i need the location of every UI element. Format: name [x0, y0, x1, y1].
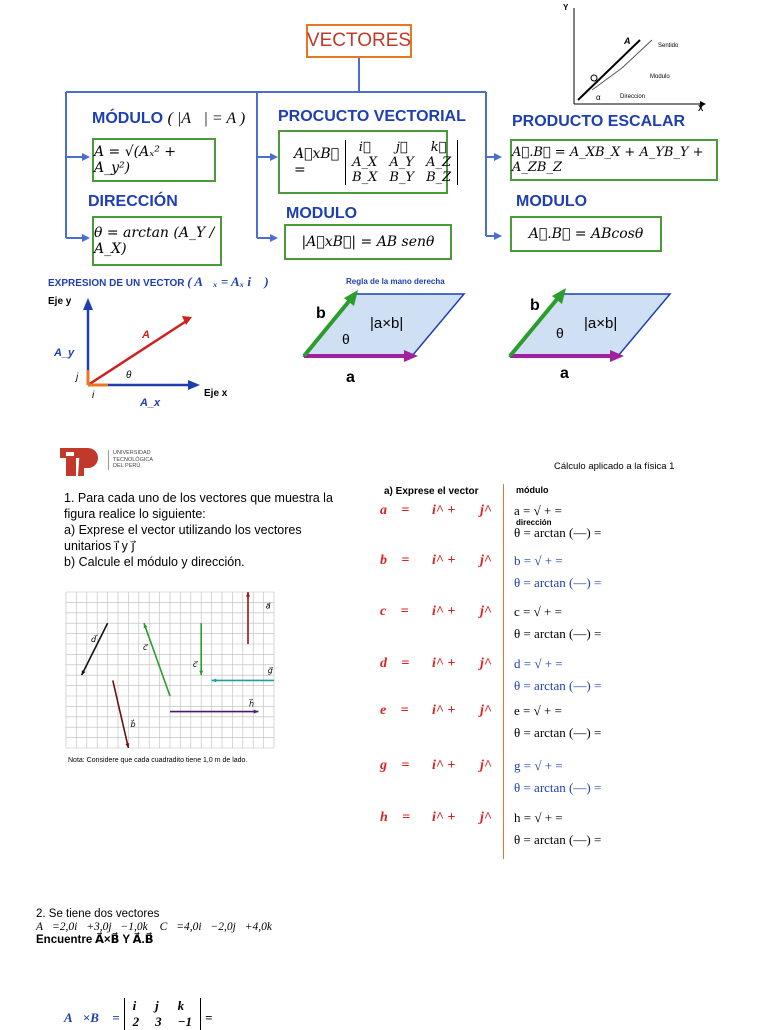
problem2-matrix: i j k 2 3 −1	[124, 998, 201, 1030]
vector-A-label: A	[142, 329, 150, 341]
grid-nota: Nota: Considere que cada cuadradito tiene 1,0 m de lado.	[68, 757, 248, 764]
direccion-label: Direccion	[620, 94, 646, 100]
grid-vector-label: b⃗	[130, 720, 136, 730]
grid-vector-label: g⃗	[267, 666, 273, 676]
modulo-line: h = √ + =	[514, 810, 563, 825]
i-component: i^ +	[432, 810, 456, 825]
i-component: i^ +	[432, 553, 456, 568]
direccion-line: θ = arctan (—) =	[514, 525, 602, 540]
modulo-heading: MÓDULO ( |A⃗| = A )	[92, 110, 246, 127]
producto-vectorial-heading: PROCUCTO VECTORIAL	[278, 108, 466, 125]
unit-i-label: i	[92, 390, 95, 401]
axis-vector-diagram	[560, 0, 710, 112]
sentido-label: Sentido	[658, 43, 679, 49]
grid-vector-label: c⃗	[192, 659, 198, 669]
eje-y-label: Eje y	[48, 296, 72, 307]
producto-escalar-box: A⃗.B⃗ = A_XB_X + A_YB_Y + A_ZB_Z	[510, 139, 718, 181]
university-name: UNIVERSIDAD TECNOLÓGICA DEL PERÚ	[108, 450, 153, 470]
modulo-line: g = √ + =	[514, 758, 563, 773]
vector-expression: h⃗ =	[380, 810, 411, 825]
vector-expression: a⃗ =	[380, 503, 410, 518]
vector-a-arrowhead	[246, 592, 250, 597]
parallelogram-diagram-2	[496, 284, 676, 388]
producto-escalar-modulo-box: A⃗.B⃗ = ABcosθ	[510, 216, 662, 252]
vector-expression: e⃗ =	[380, 703, 409, 718]
vector-expression: d⃗ =	[380, 656, 410, 671]
col-b-heading: módulo	[516, 485, 549, 495]
producto-vectorial-modulo-heading: MODULO	[286, 205, 358, 222]
axb-label: |a×b|	[370, 315, 404, 332]
theta-label: θ	[126, 370, 132, 381]
utp-logo	[58, 446, 102, 478]
vector-h-arrowhead	[254, 710, 259, 714]
vector-expression: c⃗ =	[380, 604, 409, 619]
modulo-label: Modulo	[650, 74, 670, 80]
theta-label-1: θ	[342, 331, 350, 347]
i-component: i^ +	[432, 758, 456, 773]
direccion-line: θ = arctan (—) =	[514, 575, 602, 590]
vector-b-label: b	[316, 305, 326, 322]
vector-b-label-2: b	[530, 297, 540, 314]
unit-j-label: j	[76, 372, 79, 383]
modulo-line: c = √ + =	[514, 604, 562, 619]
direccion-line: θ = arctan (—) =	[514, 678, 602, 693]
grid-vector-label: d⃗	[90, 634, 97, 644]
i-component: i^ +	[432, 703, 456, 718]
j-component: j^	[480, 703, 492, 718]
direccion-line: θ = arctan (—) =	[514, 780, 602, 795]
vector-Ay-label: A_y	[54, 347, 75, 359]
theta-label-2: θ	[556, 325, 564, 341]
column-divider	[503, 484, 504, 859]
direccion-small-label: dirección	[516, 518, 552, 527]
problem1-statement: 1. Para cada uno de los vectores que muestra la figura realice lo siguiente: a) Exprese el vector utilizando los vectores unitarios i⃗ y j⃗ b) Calcule el módulo y dirección.	[64, 491, 333, 569]
vector-expression: g⃗ =	[380, 758, 410, 773]
modulo-line: e = √ + =	[514, 703, 562, 718]
j-component: j^	[480, 553, 492, 568]
i-component: i^ +	[432, 656, 456, 671]
i-component: i^ +	[432, 503, 456, 518]
axis-y-label: Y	[563, 3, 569, 12]
i-component: i^ +	[432, 604, 456, 619]
mano-derecha-heading: Regla de la mano derecha	[346, 277, 445, 286]
producto-escalar-heading: PRODUCTO ESCALAR	[512, 113, 686, 130]
modulo-formula-box: A = √(Aₓ² + A_y²)	[92, 138, 216, 182]
vector-expression: b⃗ =	[380, 553, 410, 568]
producto-escalar-modulo-heading: MODULO	[516, 193, 588, 210]
col-a-heading: a) Exprese el vector	[384, 486, 479, 497]
direccion-line: θ = arctan (—) =	[514, 725, 602, 740]
grid-vector-label: c⃗	[142, 643, 148, 653]
j-component: j^	[480, 810, 492, 825]
vector-d	[82, 623, 108, 675]
vector-a-label: a	[346, 369, 355, 386]
vector-e-arrowhead	[199, 671, 203, 676]
j-component: j^	[480, 604, 492, 619]
vector-a-label-2: a	[560, 365, 569, 382]
grid-vector-label: a⃗	[265, 601, 271, 611]
producto-vectorial-box: A⃗xB⃗ = i⃗ j⃗ k⃗ A_X A_Y A_Z B_X B_Y B_Z	[278, 130, 448, 194]
vector-grid	[64, 590, 282, 756]
vector-c	[144, 623, 170, 696]
grid-vector-label: h⃗	[249, 699, 255, 709]
direccion-formula-box: θ = arctan (A_Y / A_X)	[92, 216, 222, 266]
vector-g-arrowhead	[212, 678, 217, 682]
j-component: j^	[480, 656, 492, 671]
expresion-heading: EXPRESION DE UN VECTOR ( A⃗ₓ = Aₓ i⃗ )	[48, 274, 269, 289]
problem2-statement: 2. Se tiene dos vectores A⃗=2,0i⃗+3,0j⃗−1,0k⃗ C⃗=4,0i⃗−2,0j⃗+4,0k⃗ Encuentre A⃗×B⃗ Y A⃗.B⃗	[36, 908, 281, 946]
vector-c-arrowhead	[144, 623, 148, 628]
eje-x-label: Eje x	[204, 388, 228, 399]
alpha-label: α	[596, 93, 601, 102]
course-name: Cálculo aplicado a la física 1	[554, 461, 675, 472]
modulo-line: d = √ + =	[514, 656, 563, 671]
direccion-line: θ = arctan (—) =	[514, 832, 602, 847]
page-title: VECTORES	[306, 30, 412, 51]
axis-x-label: X	[698, 104, 704, 112]
direccion-line: θ = arctan (—) =	[514, 626, 602, 641]
expresion-diagram	[48, 290, 243, 408]
vector-Ax-label: A_x	[140, 397, 161, 408]
direccion-heading: DIRECCIÓN	[88, 193, 178, 210]
j-component: j^	[480, 758, 492, 773]
problem2-cross-product: A⃗×B⃗ = i j k 2 3 −1 =	[64, 998, 213, 1029]
cross-matrix: i⃗ j⃗ k⃗ A_X A_Y A_Z B_X B_Y B_Z	[345, 140, 458, 185]
modulo-line: a = √ + =	[514, 503, 562, 518]
axb-label-2: |a×b|	[584, 315, 618, 332]
j-component: j^	[480, 503, 492, 518]
parallelogram-diagram-1	[296, 284, 476, 388]
producto-vectorial-modulo-box: |A⃗xB⃗| = AB senθ	[284, 224, 452, 260]
axis-vector-label: A	[624, 36, 631, 46]
modulo-line: b = √ + =	[514, 553, 563, 568]
